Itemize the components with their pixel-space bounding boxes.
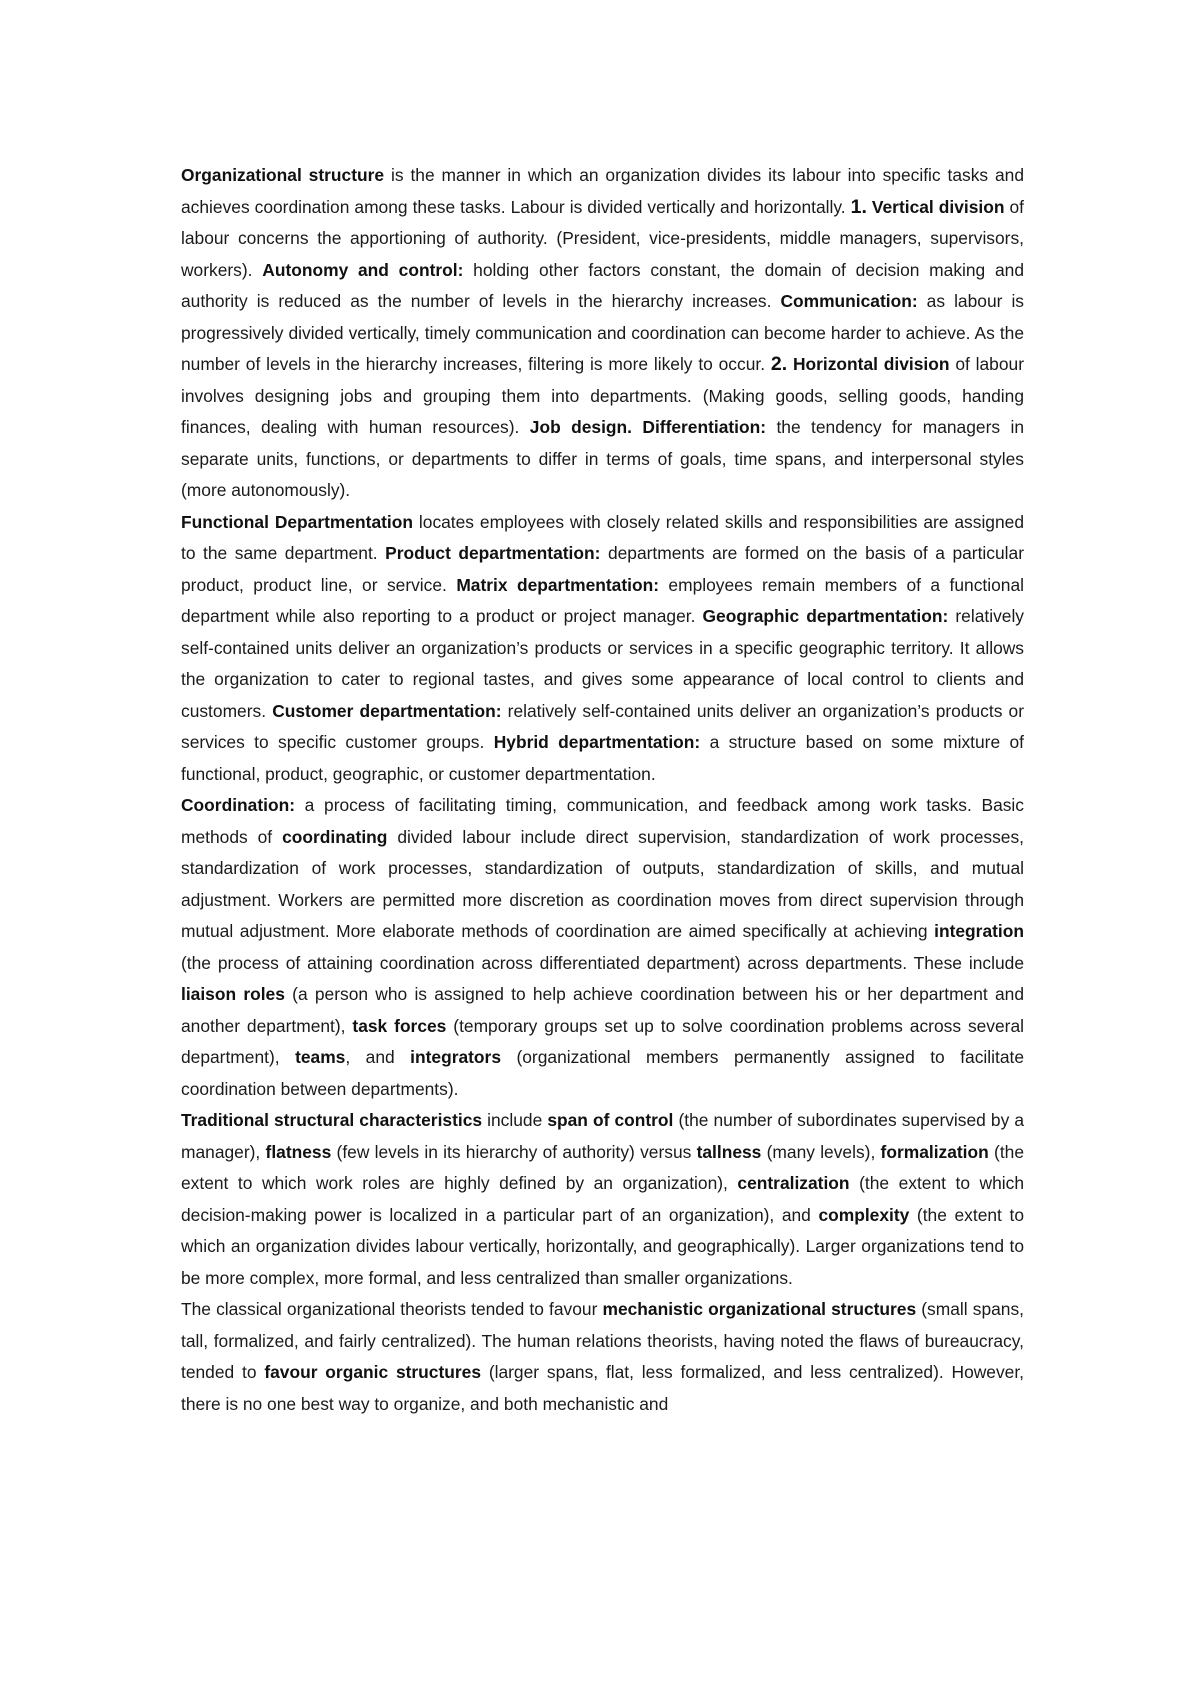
bold-term: Job design. xyxy=(529,417,632,437)
text-run: (many levels), xyxy=(761,1141,881,1162)
bold-term: span of control xyxy=(547,1110,674,1130)
bold-term: Product departmentation: xyxy=(385,543,601,563)
text-run: a process of facilitating timing, communication, and feedback among work tasks. Basic methods of xyxy=(181,795,1024,847)
text-run: relatively self-contained units deliver an organization’s products or services in a specific geographic territory. It allows the organization to cater to regional tastes, and gives some appearance of local control to clients and customers. xyxy=(181,606,1025,721)
paragraph-structural-characteristics xyxy=(181,1105,1024,1294)
text-run: The classical organizational theorists tended to favour xyxy=(181,1299,603,1319)
bold-term: coordinating xyxy=(282,826,388,847)
text-run: (a person who is assigned to help achieve coordination between his or her department and another department), xyxy=(181,984,1025,1036)
text-run: locates employees with closely related skills and responsibilities are assigned to the same department. xyxy=(181,511,1024,563)
bold-term: integration xyxy=(934,921,1024,941)
bold-term: centralization xyxy=(737,1173,850,1193)
bold-term: Communication: xyxy=(780,291,918,311)
text-run: is the manner in which an organization divides its labour into specific tasks and achieves coordination among these tasks. Labour is divided vertically and horizontally. xyxy=(181,165,1025,217)
bold-term: 1. xyxy=(850,195,867,218)
text-run: the tendency for managers in separate units, functions, or departments to differ in terms of goals, time spans, and interpersonal styles (more autonomously). xyxy=(181,417,1024,500)
text-run: include xyxy=(482,1110,548,1130)
bold-term: teams xyxy=(295,1047,346,1067)
paragraph-coordination xyxy=(181,790,1024,1105)
text-run: (the number of subordinates supervised by a manager), xyxy=(181,1110,1024,1162)
bold-term: complexity xyxy=(818,1204,910,1225)
paragraph-classical-theorists xyxy=(181,1294,1024,1420)
text-run: departments are formed on the basis of a particular product, product line, or service. xyxy=(181,543,1024,595)
text-run: divided labour include direct supervision, standardization of work processes, standardization of work processes, standardization of outputs, standardization of skills, and mutual adjustment. Workers are permitted more discretion as coordination moves from direct supervision through mutual adjustment. More elaborate methods of coordination are aimed specifically at achieving xyxy=(181,826,1024,941)
text-run: (organizational members permanently assigned to facilitate coordination between departments). xyxy=(181,1047,1024,1099)
bold-term: Autonomy and control: xyxy=(262,259,464,280)
bold-term: Matrix departmentation: xyxy=(456,574,659,595)
bold-term: Traditional structural characteristics xyxy=(181,1110,483,1130)
document-page xyxy=(181,160,1024,1420)
bold-term: Horizontal division xyxy=(792,354,950,374)
text-run: of labour concerns the apportioning of authority. (President, vice-presidents, middle managers, supervisors, workers). xyxy=(181,196,1024,280)
text-run: (temporary groups set up to solve coordination problems across several department), xyxy=(181,1015,1025,1067)
bold-term: Hybrid departmentation: xyxy=(493,732,701,752)
text-run xyxy=(632,417,642,437)
text-run: a structure based on some mixture of functional, product, geographic, or customer departmentation. xyxy=(181,732,1025,784)
bold-term: Geographic departmentation: xyxy=(702,606,949,626)
text-run: , and xyxy=(345,1047,411,1067)
bold-term: tallness xyxy=(696,1141,762,1162)
paragraph-departmentation xyxy=(181,507,1024,791)
bold-term: mechanistic organizational structures xyxy=(602,1299,917,1319)
bold-term: integrators xyxy=(410,1047,501,1067)
text-run: (larger spans, flat, less formalized, and less centralized). However, there is no one best way to organize, and both mechanistic and xyxy=(181,1362,1025,1414)
bold-term: task forces xyxy=(352,1015,447,1036)
bold-term: favour organic structures xyxy=(264,1362,481,1382)
text-run: employees remain members of a functional department while also reporting to a product or project manager. xyxy=(181,574,1024,626)
text-run: (small spans, tall, formalized, and fairly centralized). The human relations theorists, having noted the flaws of bureaucracy, tended to xyxy=(181,1299,1024,1382)
bold-term: liaison roles xyxy=(181,984,285,1004)
bold-term: Organizational structure xyxy=(181,165,385,185)
text-run: as labour is progressively divided vertically, timely communication and coordination can become harder to achieve. As the number of levels in the hierarchy increases, filtering is more likely to occur. xyxy=(181,291,1024,374)
bold-term: Coordination: xyxy=(181,795,295,815)
bold-term: flatness xyxy=(265,1141,332,1162)
text-run: relatively self-contained units deliver an organization’s products or services to specific customer groups. xyxy=(181,700,1024,752)
bold-term: Functional Departmentation xyxy=(181,511,413,532)
paragraph-organizational-structure xyxy=(181,160,1024,507)
bold-term: Differentiation: xyxy=(642,417,767,437)
bold-term: 2. xyxy=(770,353,788,375)
text-run: (the process of attaining coordination across differentiated department) across departments. These include xyxy=(181,952,1024,973)
text-run: (the extent to which decision-making power is localized in a particular part of an organization), and xyxy=(181,1173,1025,1225)
text-run: (the extent to which work roles are highly defined by an organization), xyxy=(181,1141,1024,1193)
text-run: (few levels in its hierarchy of authority) versus xyxy=(331,1141,697,1162)
bold-term: formalization xyxy=(880,1141,989,1162)
bold-term: Customer departmentation: xyxy=(272,700,502,721)
bold-term: Vertical division xyxy=(871,196,1005,217)
text-run: (the extent to which an organization divides labour vertically, horizontally, and geographically). Larger organizations tend to be more complex, more formal, and less centralized than smaller organizations. xyxy=(181,1204,1024,1288)
text-run: holding other factors constant, the domain of decision making and authority is reduced as the number of levels in the hierarchy increases. xyxy=(181,259,1024,311)
text-run: of labour involves designing jobs and grouping them into departments. (Making goods, selling goods, handing finances, dealing with human resources). xyxy=(181,354,1024,437)
